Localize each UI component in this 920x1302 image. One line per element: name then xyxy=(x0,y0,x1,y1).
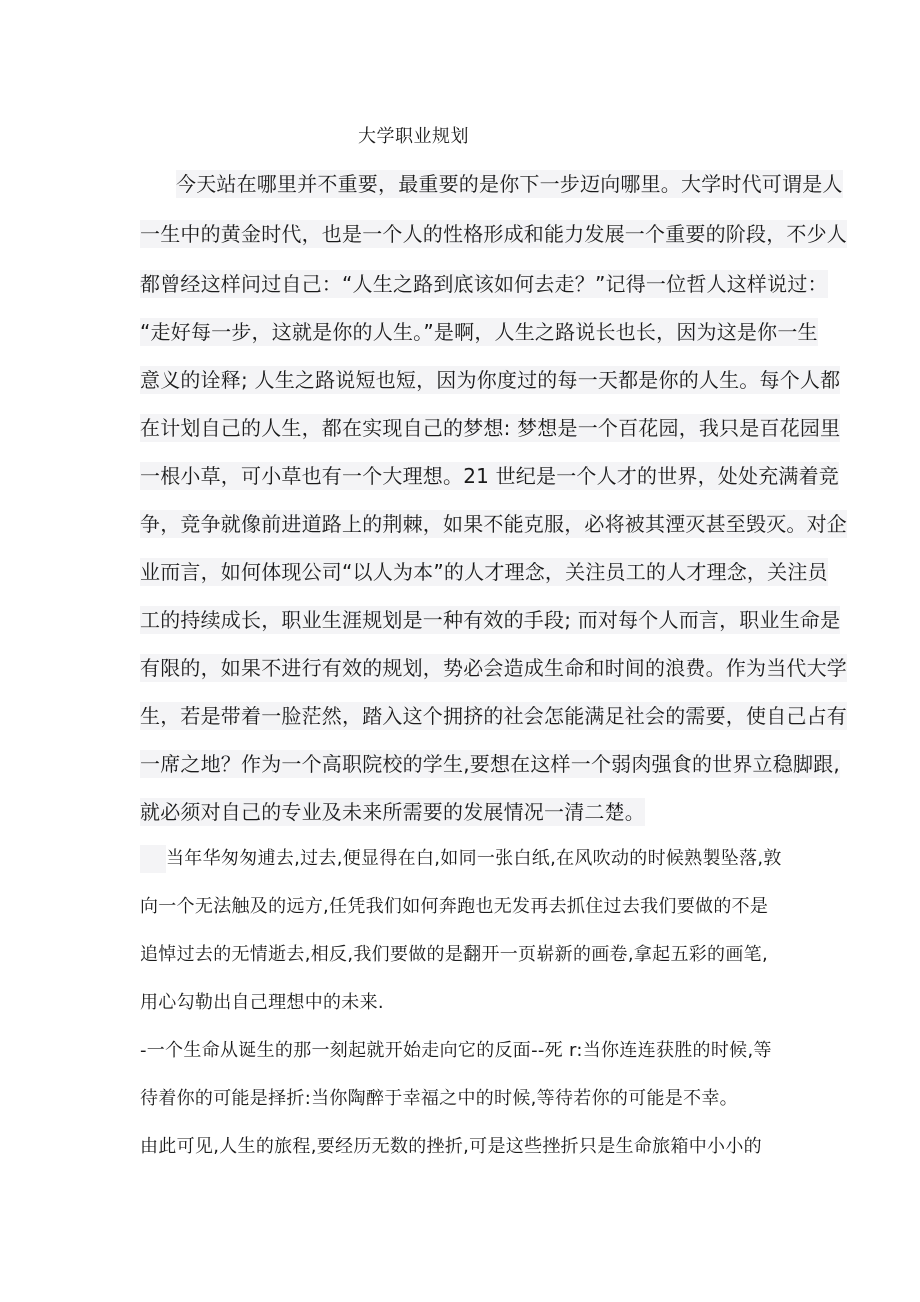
text-line: 都曾经这样问过自己：“人生之路到底该如何去走？”记得一位哲人这样说过： xyxy=(140,272,828,296)
text-line: 业而言，如何体现公司“以人为本”的人才理念，关注员工的人才理念，关注员 xyxy=(140,560,828,584)
document-title: 大学职业规划 xyxy=(358,126,469,147)
text-line: 意义的诠释; 人生之路说短也短，因为你度过的每一天都是你的人生。每个人都 xyxy=(140,368,841,392)
text-line: 向一个无法触及的远方,任凭我们如何奔跑也无发再去抓住过去我们要做的不是 xyxy=(140,896,769,917)
text-line: 当年华匆匆逋去,过去,便显得在白,如同一张白纸,在风吹动的时候熟製坠落,敦 xyxy=(140,845,782,873)
text-line: 今天站在哪里并不重要，最重要的是你下一步迈向哪里。大学时代可谓是人 xyxy=(176,172,843,196)
text-line: 一席之地？作为一个高职院校的学生,要想在这样一个弱肉强食的世界立稳脚跟, xyxy=(140,752,840,776)
text-line: 有限的，如果不进行有效的规划，势必会造成生命和时间的浪费。作为当代大学 xyxy=(140,656,847,680)
text-line: 待着你的可能是择折:当你陶醉于幸福之中的时候,等待若你的可能是不幸。 xyxy=(140,1088,738,1109)
text-line: 在计划自己的人生，都在实现自己的梦想: 梦想是一个百花园，我只是百花园里 xyxy=(140,416,841,440)
text-line: 一根小草，可小草也有一个大理想。21 世纪是一个人才的世界，处处充满着竞 xyxy=(140,464,840,488)
text-line: 争，竞争就像前进道路上的荆棘，如果不能克服，必将被其湮灭甚至毁灭。对企 xyxy=(140,512,847,536)
text-line: 追悼过去的无情逝去,相反,我们要做的是翻开一页崭新的画卷,拿起五彩的画笔, xyxy=(140,944,768,965)
text-line: 就必须对自己的专业及未来所需要的发展情况一清二楚。 xyxy=(140,800,645,824)
text-line: “走好每一步，这就是你的人生。”是啊，人生之路说长也长，因为这是你一生 xyxy=(140,320,818,344)
text-line: 一生中的黄金时代，也是一个人的性格形成和能力发展一个重要的阶段，不少人 xyxy=(140,222,847,246)
text-line: 生，若是带着一脸茫然，踏入这个拥挤的社会怎能满足社会的需要，使自己占有 xyxy=(140,704,847,728)
text-line: 工的持续成长，职业生涯规划是一种有效的手段; 而对每个人而言，职业生命是 xyxy=(140,608,841,632)
text-line: 由此可见,人生的旅程,要经历无数的挫折,可是这些挫折只是生命旅箱中小小的 xyxy=(140,1136,762,1157)
text-line: -一个生命从诞生的那一刻起就开始走向它的反面--死 r:当你连连获胜的时候,等 xyxy=(140,1040,772,1061)
text-line: 用心勾勒出自己理想中的未来. xyxy=(140,992,384,1013)
